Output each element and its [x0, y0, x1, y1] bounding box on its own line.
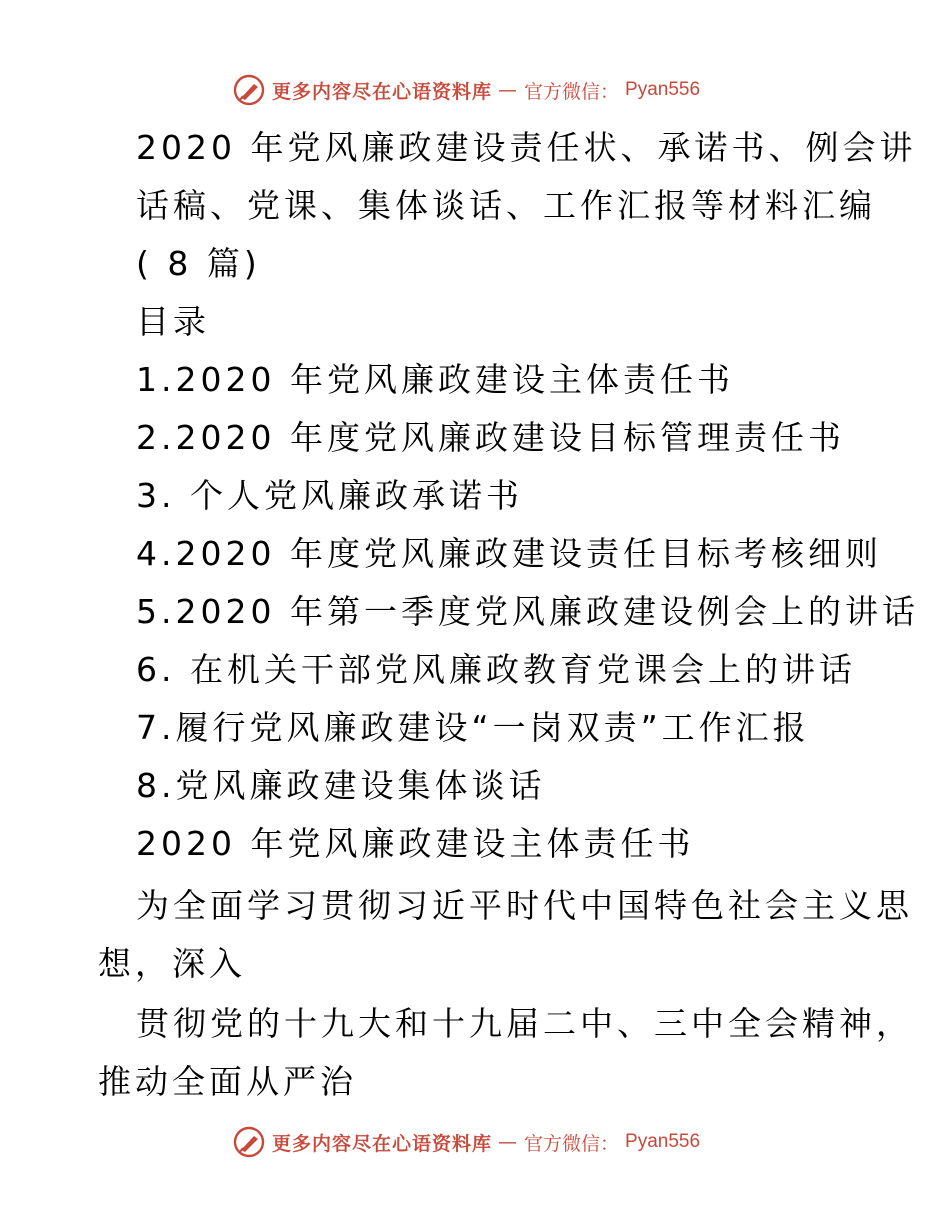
quill-logo-icon — [232, 73, 266, 107]
section-heading: 2020 年党风廉政建设主体责任书 — [136, 824, 695, 863]
document-title-line-2: 话稿、党课、集体谈话、工作汇报等材料汇编 — [136, 186, 876, 225]
toc-item-1: 1.2020 年党风廉政建设主体责任书 — [136, 360, 734, 399]
quill-logo-icon — [232, 1125, 266, 1159]
document-title-line-3: ( 8 篇) — [136, 244, 261, 283]
toc-item-4: 4.2020 年度党风廉政建设责任目标考核细则 — [136, 534, 882, 573]
toc-item-5: 5.2020 年第一季度党风廉政建设例会上的讲话 — [136, 592, 919, 631]
watermark-separator: — — [498, 79, 519, 101]
body-line-4: 推动全面从严治 — [98, 1062, 357, 1101]
watermark-brand: 更多内容尽在心语资料库 — [272, 1132, 493, 1155]
watermark-handle: Pyan556 — [625, 1131, 701, 1152]
body-line-1: 为全面学习贯彻习近平时代中国特色社会主义思 — [136, 886, 913, 925]
body-line-3: 贯彻党的十九大和十九届二中、三中全会精神， — [136, 1004, 913, 1043]
watermark-official-label: 官方微信： — [524, 80, 620, 103]
toc-item-6: 6. 在机关干部党风廉政教育党课会上的讲话 — [136, 650, 856, 689]
toc-heading: 目录 — [136, 302, 210, 341]
watermark-banner-bottom — [232, 1124, 700, 1160]
watermark-handle: Pyan556 — [625, 79, 701, 100]
watermark-banner-top — [232, 72, 700, 108]
toc-item-8: 8.党风廉政建设集体谈话 — [136, 766, 546, 805]
watermark-official-label: 官方微信： — [524, 1132, 620, 1155]
body-line-2: 想，深入 — [98, 944, 246, 983]
document-title-line-1: 2020 年党风廉政建设责任状、承诺书、例会讲 — [136, 128, 917, 167]
toc-item-3: 3. 个人党风廉政承诺书 — [136, 476, 523, 515]
watermark-separator: — — [498, 1131, 519, 1153]
toc-item-2: 2.2020 年度党风廉政建设目标管理责任书 — [136, 418, 845, 457]
watermark-brand: 更多内容尽在心语资料库 — [272, 80, 493, 103]
toc-item-7: 7.履行党风廉政建设“一岗双责”工作汇报 — [136, 708, 810, 747]
